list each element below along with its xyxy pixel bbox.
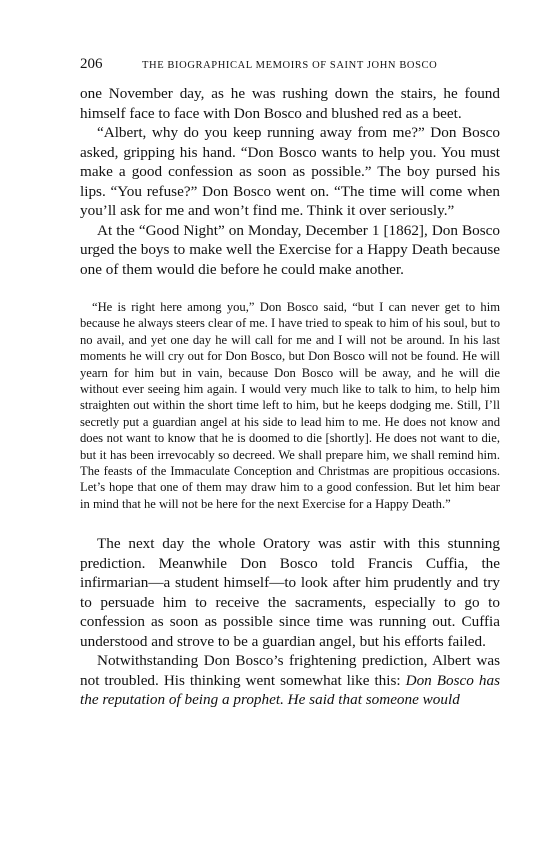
page-number: 206 [80,56,103,72]
book-page [80,56,500,710]
paragraph: one November day, as he was rushing down the stairs, he found himself face to face with Don Bosco and blushed red as a beet. [80,85,500,122]
page-header [80,56,500,76]
paragraph: At the “Good Night” on Monday, December 1 [1862], Don Bosco urged the boys to make well the Exercise for a Happy Death because one of them would die before he could make another. [80,221,500,278]
paragraph-text: Notwithstanding Don Bosco’s frightening prediction, Albert was not troubled. His thinking went somewhat like this: [80,652,500,689]
body-text-bottom [80,534,500,710]
running-head: THE BIOGRAPHICAL MEMOIRS OF SAINT JOHN BOSCO [142,60,438,71]
italic-thought: Don Bosco has the reputation of being a prophet. He said that someone would [80,671,500,709]
paragraph: “Albert, why do you keep running away from me?” Don Bosco asked, gripping his hand. “Don Bosco wants to help you. You must make a good confession as soon as possible.” The boy pursed his lips. “You refuse?” Don Bosco went on. “The time will come when you’ll ask for me and won’t find me. Think it over seriously.” [80,124,500,219]
block-quote [80,299,500,512]
quote-text: “He is right here among you,” Don Bosco said, “but I can never get to him because he always steers clear of me. I have tried to speak to him of his soul, but to no avail, and yet one day he will call for me and I will not be around. In his last moments he will cry out for Don Bosco, but Don Bosco will not be found. He will yearn for him but in vain, because Don Bosco will be away, and he will die without ever seeing him again. I would very much like to talk to him, to help him straighten out within the short time left to him, but he keeps dodging me. Still, I’ll secretly put a guardian angel at his side to lead him to me. He does not know and does not want to know that he is doomed to die [shortly]. He does not want to die, but it has been irrevocably so decreed. We shall prepare him, we shall remind him. The feasts of the Immaculate Conception and Christmas are propitious occasions. Let’s hope that one of them may draw him to a good confession. But let him bear in mind that he will not be here for the next Exercise for a Happy Death.” [80,300,500,511]
paragraph [80,651,500,710]
paragraph: The next day the whole Oratory was astir with this stunning prediction. Meanwhile Don Bosco told Francis Cuffia, the infirmarian—a student himself—to look after him prudently and try to persuade him to receive the sacraments, especially to go to confession as soon as possible since time was running out. Cuffia understood and strove to be a guardian angel, but his efforts failed. [80,535,500,650]
body-text-top [80,84,500,279]
